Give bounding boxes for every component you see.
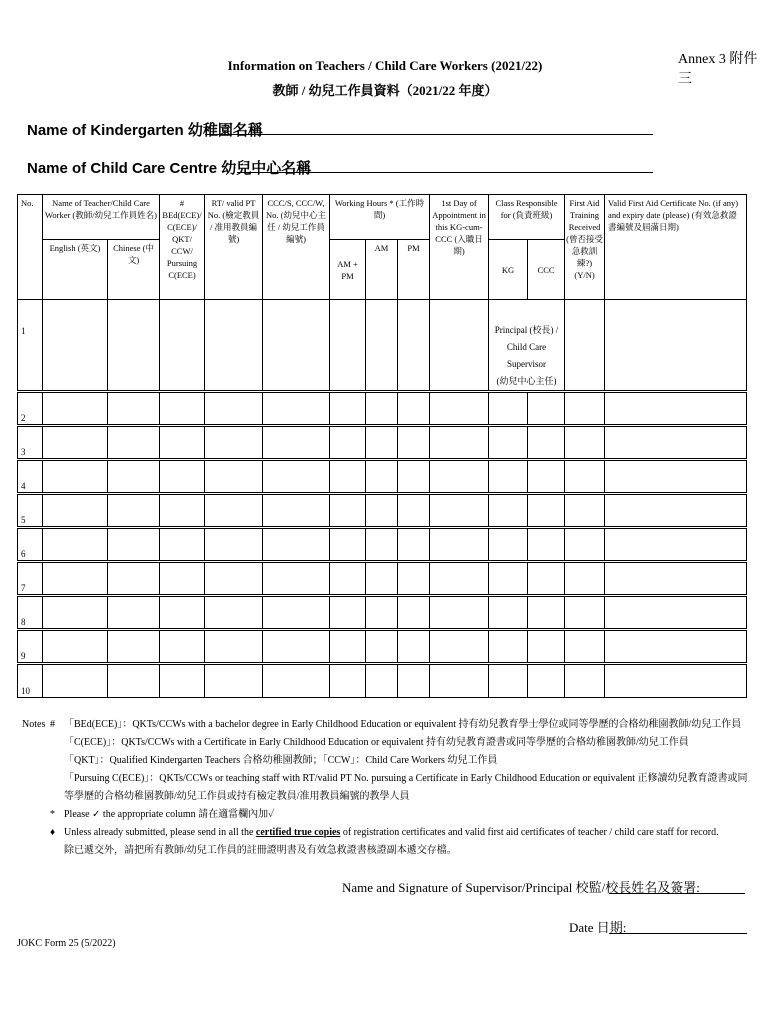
table-cell[interactable] — [160, 562, 205, 596]
note-submit-post: of registration certificates and valid first aid certificates of teacher / child care staff for record. — [340, 827, 719, 838]
table-cell[interactable] — [108, 392, 160, 426]
table-cell[interactable] — [565, 494, 605, 528]
note-c-ece: 「C(ECE)」：QKTs/CCWs with a Certificate in Early Childhood Education or equivalent 持有幼兒教育證書或同等學歷的合格幼稚園教師/幼兒工作員 — [64, 737, 689, 748]
table-cell[interactable] — [205, 528, 263, 562]
table-cell[interactable] — [205, 460, 263, 494]
principal-cell — [489, 300, 565, 392]
signature-field[interactable] — [609, 893, 745, 894]
table-cell[interactable] — [205, 300, 263, 392]
header-class-responsible: Class Responsible for (負責班級) — [489, 195, 565, 240]
page-title-chinese: 教師 / 幼兒工作員資料（2021/22 年度） — [272, 83, 498, 98]
notes-section — [22, 716, 752, 860]
header-english: English (英文) — [43, 240, 108, 300]
row-number: 1 — [18, 300, 43, 392]
table-row — [18, 300, 747, 392]
table-cell[interactable] — [366, 494, 398, 528]
table-cell[interactable] — [160, 300, 205, 392]
table-cell[interactable] — [108, 426, 160, 460]
diamond-bullet-icon: ♦ — [50, 827, 56, 838]
table-cell[interactable] — [160, 392, 205, 426]
table-cell[interactable] — [43, 426, 108, 460]
row-number: 3 — [18, 426, 43, 460]
table-cell[interactable] — [398, 426, 430, 460]
teacher-info-table — [17, 194, 747, 698]
table-cell[interactable] — [160, 596, 205, 630]
table-cell[interactable] — [108, 460, 160, 494]
principal-text-line: Child Care — [506, 342, 547, 352]
table-row — [18, 596, 747, 630]
header-am: AM — [366, 240, 398, 300]
table-cell[interactable] — [565, 630, 605, 664]
table-cell[interactable] — [528, 596, 565, 630]
row-number: 7 — [18, 562, 43, 596]
table-cell[interactable] — [605, 664, 747, 698]
table-cell[interactable] — [205, 392, 263, 426]
table-cell[interactable] — [108, 664, 160, 698]
table-cell[interactable] — [205, 596, 263, 630]
table-cell[interactable] — [330, 300, 366, 392]
table-cell[interactable] — [330, 460, 366, 494]
row-number: 6 — [18, 528, 43, 562]
table-cell[interactable] — [43, 562, 108, 596]
table-cell[interactable] — [565, 300, 605, 392]
table-cell[interactable] — [366, 426, 398, 460]
table-cell[interactable] — [330, 494, 366, 528]
header-working-hours: Working Hours * (工作時間) — [330, 195, 430, 240]
table-cell[interactable] — [205, 494, 263, 528]
table-cell[interactable] — [528, 664, 565, 698]
table-cell[interactable] — [430, 494, 489, 528]
table-cell[interactable] — [263, 392, 330, 426]
table-cell[interactable] — [489, 392, 528, 426]
note-submit-pre: Unless already submitted, please send in all the — [64, 827, 256, 838]
principal-text-line: (幼兒中心主任) — [496, 376, 557, 386]
table-cell[interactable] — [108, 596, 160, 630]
page-title: Information on Teachers / Child Care Workers (2021/22) — [227, 58, 543, 73]
table-cell[interactable] — [398, 630, 430, 664]
date-label: Date 日期: — [569, 920, 627, 935]
table-cell[interactable] — [43, 392, 108, 426]
table-cell[interactable] — [430, 596, 489, 630]
table-cell[interactable] — [160, 664, 205, 698]
table-cell[interactable] — [366, 664, 398, 698]
table-cell[interactable] — [160, 426, 205, 460]
note-submit-copies — [22, 824, 752, 842]
table-cell[interactable] — [398, 460, 430, 494]
table-cell[interactable] — [205, 630, 263, 664]
table-cell[interactable] — [43, 630, 108, 664]
table-cell[interactable] — [528, 630, 565, 664]
table-cell[interactable] — [430, 392, 489, 426]
table-cell[interactable] — [528, 460, 565, 494]
table-row — [18, 528, 747, 562]
table-cell[interactable] — [605, 494, 747, 528]
table-cell[interactable] — [565, 392, 605, 426]
table-row — [18, 426, 747, 460]
header-chinese: Chinese (中文) — [108, 240, 160, 300]
table-cell[interactable] — [398, 494, 430, 528]
table-cell[interactable] — [160, 460, 205, 494]
principal-text-line: Supervisor — [507, 359, 547, 369]
table-row — [18, 460, 747, 494]
header-qualification: # BEd(ECE)/ C(ECE)/ QKT/ CCW/ Pursuing C(ECE) — [160, 195, 205, 300]
table-cell[interactable] — [330, 664, 366, 698]
row-number: 5 — [18, 494, 43, 528]
table-cell[interactable] — [43, 494, 108, 528]
table-cell[interactable] — [489, 596, 528, 630]
table-cell[interactable] — [565, 562, 605, 596]
table-cell[interactable] — [489, 528, 528, 562]
table-cell[interactable] — [605, 392, 747, 426]
table-cell[interactable] — [489, 426, 528, 460]
kindergarten-name-field[interactable] — [205, 134, 653, 135]
table-cell[interactable] — [528, 392, 565, 426]
table-cell[interactable] — [489, 630, 528, 664]
table-cell[interactable] — [108, 494, 160, 528]
note-qkt-ccw: 「QKT」：Qualified Kindergarten Teachers 合格幼稚園教師；「CCW」：Child Care Workers 幼兒工作員 — [64, 755, 498, 766]
annex-label: Annex 3 附件三 — [678, 52, 758, 87]
note-bed-ece: 「BEd(ECE)」：QKTs/CCWs with a bachelor degree in Early Childhood Education or equivalent 持有幼兒教育學士學位或同等學歷的合格幼稚園教師/幼兒工作員 — [64, 719, 742, 730]
asterisk-symbol: * — [50, 809, 55, 820]
table-cell[interactable] — [205, 562, 263, 596]
table-cell[interactable] — [398, 528, 430, 562]
table-cell[interactable] — [43, 300, 108, 392]
note-pursuing-c-ece: 「Pursuing C(ECE)」：QKTs/CCWs or teaching staff with RT/valid PT No. pursuing a Certificate in Early Childhood Education or equivalent 正修讀幼兒教育證書或同等學歷的合格幼稚園教師/幼兒工作員或持有檢定教員/准用教員編號的教學人員 — [64, 773, 748, 802]
table-cell[interactable] — [528, 426, 565, 460]
row-number: 9 — [18, 630, 43, 664]
table-cell[interactable] — [160, 494, 205, 528]
table-cell[interactable] — [205, 426, 263, 460]
table-cell[interactable] — [565, 426, 605, 460]
header-ccc-no: CCC/S, CCC/W, No. (幼兒中心主任 / 幼兒工作員編號) — [263, 195, 330, 300]
table-cell[interactable] — [430, 460, 489, 494]
table-cell[interactable] — [605, 528, 747, 562]
row-number: 10 — [18, 664, 43, 698]
table-cell[interactable] — [366, 630, 398, 664]
header-no: No. — [18, 195, 43, 300]
child-care-centre-name-field[interactable] — [237, 172, 653, 173]
table-cell[interactable] — [160, 528, 205, 562]
note-submit-copies-chinese: 除已遞交外，請把所有教師/幼兒工作員的註冊證明書及有效急救證書核證副本遞交存檔。 — [64, 845, 457, 856]
table-cell[interactable] — [366, 460, 398, 494]
table-cell[interactable] — [366, 528, 398, 562]
table-row — [18, 664, 747, 698]
table-cell[interactable] — [108, 300, 160, 392]
header-name: Name of Teacher/Child Care Worker (教師/幼兒工作員姓名) — [43, 195, 160, 240]
table-cell[interactable] — [489, 664, 528, 698]
table-cell[interactable] — [430, 664, 489, 698]
table-cell[interactable] — [528, 494, 565, 528]
header-first-aid-training: First Aid Training Received (曾否接受急救訓練?) (Y/N) — [565, 195, 605, 300]
table-cell[interactable] — [398, 562, 430, 596]
table-cell[interactable] — [398, 596, 430, 630]
table-cell[interactable] — [263, 426, 330, 460]
table-cell[interactable] — [330, 562, 366, 596]
table-cell[interactable] — [366, 300, 398, 392]
table-cell[interactable] — [263, 596, 330, 630]
table-cell[interactable] — [489, 562, 528, 596]
table-cell[interactable] — [263, 494, 330, 528]
hash-symbol: # — [50, 719, 55, 730]
header-am-pm: AM + PM — [330, 240, 366, 300]
table-cell[interactable] — [108, 562, 160, 596]
signature-label: Name and Signature of Supervisor/Principal 校監/校長姓名及簽署: — [342, 880, 700, 895]
table-cell[interactable] — [43, 596, 108, 630]
table-row — [18, 494, 747, 528]
table-cell[interactable] — [366, 392, 398, 426]
table-cell[interactable] — [430, 630, 489, 664]
table-cell[interactable] — [398, 392, 430, 426]
table-cell[interactable] — [366, 562, 398, 596]
row-number: 8 — [18, 596, 43, 630]
table-cell[interactable] — [330, 528, 366, 562]
table-cell[interactable] — [160, 630, 205, 664]
table-cell[interactable] — [330, 392, 366, 426]
table-cell[interactable] — [565, 460, 605, 494]
kindergarten-name-label: Name of Kindergarten 幼稚園名稱 — [27, 122, 263, 139]
table-row — [18, 630, 747, 664]
row-number: 4 — [18, 460, 43, 494]
table-cell[interactable] — [205, 664, 263, 698]
table-cell[interactable] — [108, 630, 160, 664]
header-ccc: CCC — [528, 240, 565, 300]
table-row — [18, 392, 747, 426]
table-cell[interactable] — [263, 630, 330, 664]
table-cell[interactable] — [430, 562, 489, 596]
table-cell[interactable] — [605, 460, 747, 494]
table-cell[interactable] — [263, 562, 330, 596]
header-appointment-date: 1st Day of Appointment in this KG-cum-CCC (入職日期) — [430, 195, 489, 300]
table-cell[interactable] — [263, 528, 330, 562]
table-cell[interactable] — [43, 528, 108, 562]
table-cell[interactable] — [330, 596, 366, 630]
table-cell[interactable] — [565, 664, 605, 698]
table-cell[interactable] — [430, 426, 489, 460]
table-cell[interactable] — [489, 460, 528, 494]
table-cell[interactable] — [330, 426, 366, 460]
table-cell[interactable] — [398, 664, 430, 698]
header-rt-pt-no: RT/ valid PT No. (檢定教員 / 准用教員編號) — [205, 195, 263, 300]
table-cell[interactable] — [430, 528, 489, 562]
table-cell[interactable] — [263, 460, 330, 494]
table-cell[interactable] — [43, 664, 108, 698]
table-cell[interactable] — [605, 596, 747, 630]
child-care-centre-name-label: Name of Child Care Centre 幼兒中心名稱 — [27, 160, 312, 177]
table-cell[interactable] — [605, 300, 747, 392]
header-pm: PM — [398, 240, 430, 300]
table-cell[interactable] — [605, 630, 747, 664]
table-cell[interactable] — [489, 494, 528, 528]
table-cell[interactable] — [330, 630, 366, 664]
table-cell[interactable] — [605, 426, 747, 460]
date-field[interactable] — [609, 933, 747, 934]
table-cell[interactable] — [263, 300, 330, 392]
table-cell[interactable] — [398, 300, 430, 392]
table-cell[interactable] — [565, 528, 605, 562]
table-row — [18, 562, 747, 596]
row-number: 2 — [18, 392, 43, 426]
table-cell[interactable] — [565, 596, 605, 630]
table-cell[interactable] — [43, 460, 108, 494]
table-cell[interactable] — [528, 528, 565, 562]
notes-label: Notes — [22, 719, 46, 730]
note-tick-column: Please ✓ the appropriate column 請在適當欄內加✓ — [64, 809, 275, 820]
table-cell[interactable] — [263, 664, 330, 698]
table-cell[interactable] — [605, 562, 747, 596]
form-number: JOKC Form 25 (5/2022) — [17, 938, 116, 949]
table-cell[interactable] — [108, 528, 160, 562]
table-cell[interactable] — [528, 562, 565, 596]
header-kg: KG — [489, 240, 528, 300]
principal-text-line: Principal (校長) / — [494, 325, 559, 335]
header-first-aid-certificate: Valid First Aid Certificate No. (if any) and expiry date (please) (有效急救證書編號及屆滿日期) — [605, 195, 747, 300]
note-certified-true-copies: certified true copies — [255, 827, 341, 838]
table-cell[interactable] — [430, 300, 489, 392]
table-cell[interactable] — [366, 596, 398, 630]
